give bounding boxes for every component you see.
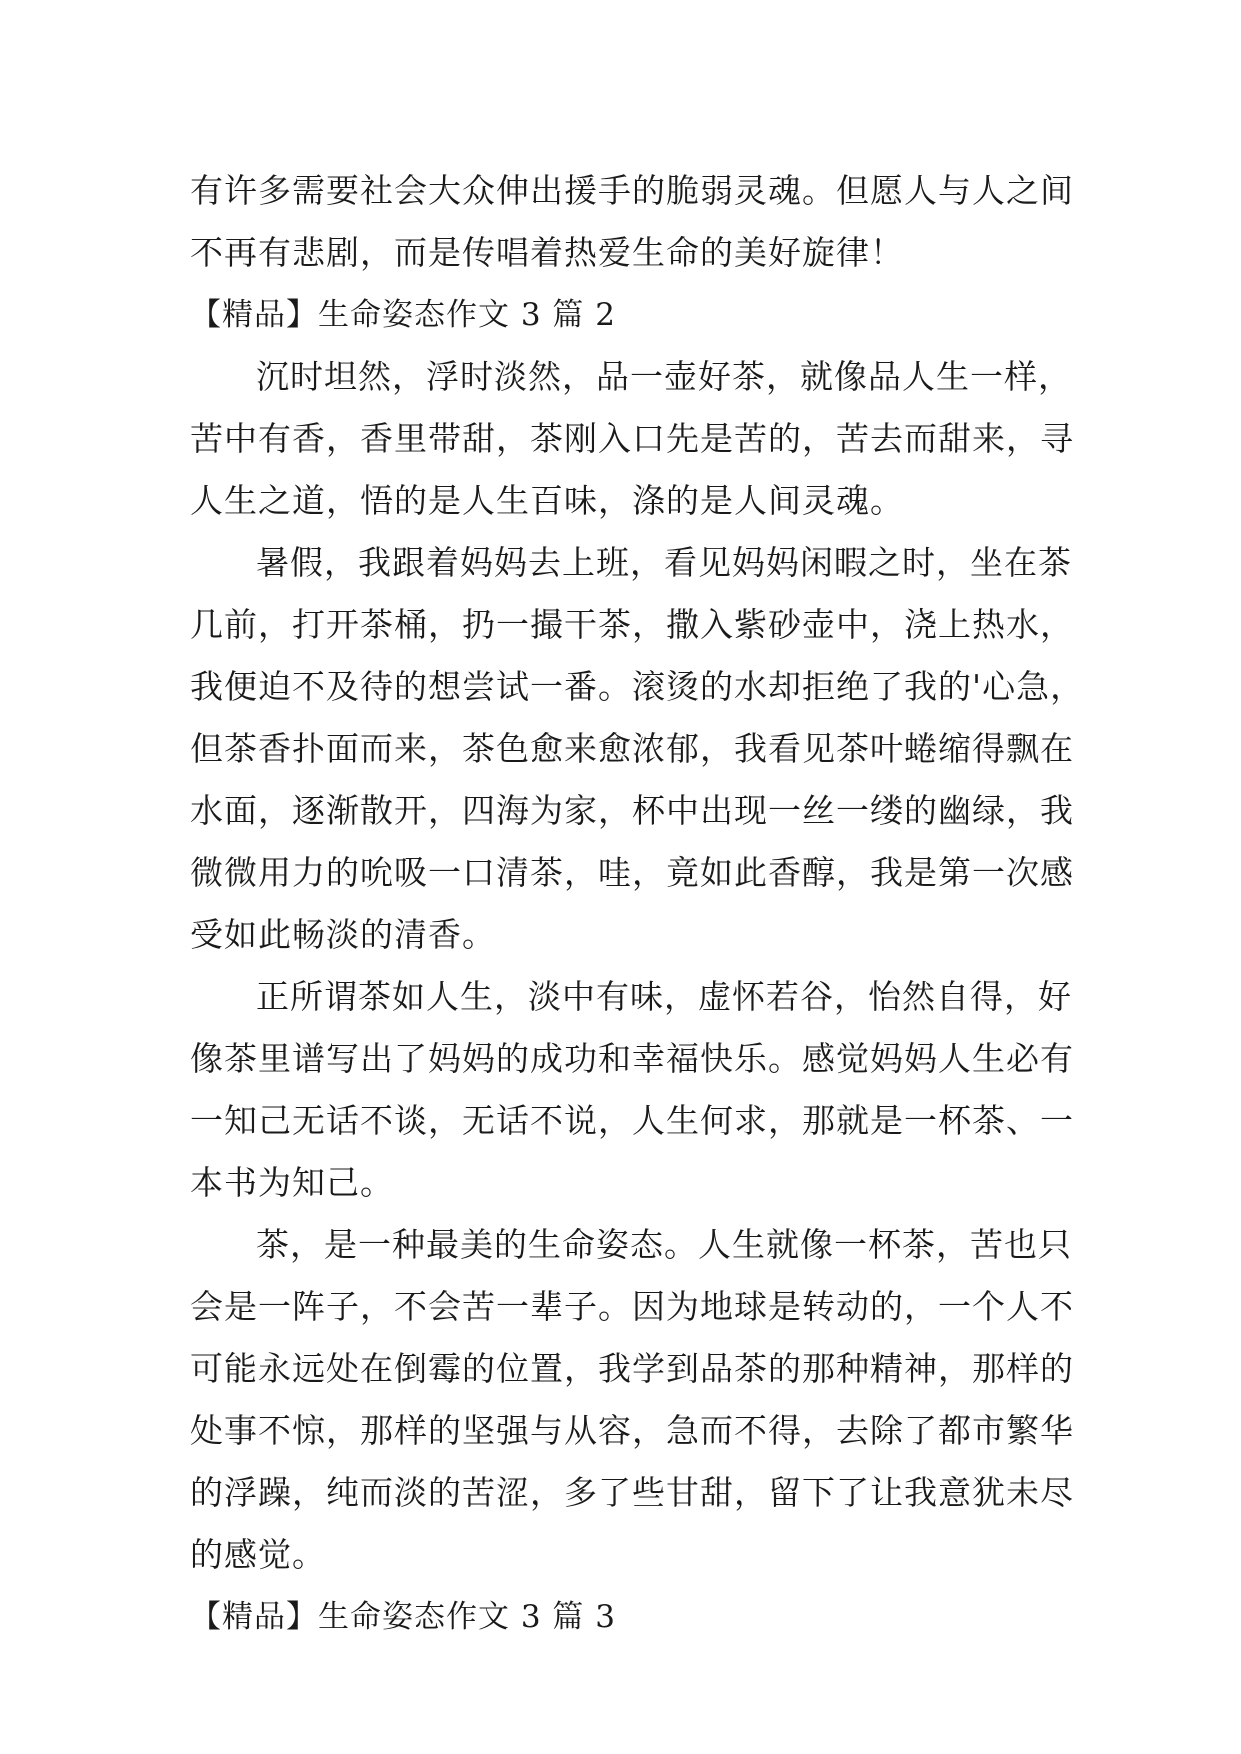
- body-text-line: 不再有悲剧，而是传唱着热爱生命的美好旋律！: [190, 233, 904, 272]
- body-text-line: 的浮躁，纯而淡的苦涩，多了些甘甜，留下了让我意犹未尽: [190, 1473, 1074, 1512]
- body-text-line: 本书为知己。: [190, 1163, 394, 1202]
- body-text-line: 但茶香扑面而来，茶色愈来愈浓郁，我看见茶叶蜷缩得飘在: [190, 729, 1074, 768]
- section-heading: 【精品】生命姿态作文 3 篇 3: [190, 1599, 617, 1635]
- paragraph-first-line: 茶，是一种最美的生命姿态。人生就像一杯茶，苦也只: [256, 1225, 1072, 1264]
- body-text-line: 的感觉。: [190, 1535, 326, 1574]
- body-text-line: 有许多需要社会大众伸出援手的脆弱灵魂。但愿人与人之间: [190, 171, 1074, 210]
- body-text-line: 水面，逐渐散开，四海为家，杯中出现一丝一缕的幽绿，我: [190, 791, 1074, 830]
- body-text-line: 可能永远处在倒霉的位置，我学到品茶的那种精神，那样的: [190, 1349, 1074, 1388]
- body-text-line: 几前，打开茶桶，扔一撮干茶，撒入紫砂壶中，浇上热水，: [190, 605, 1074, 644]
- body-text-line: 微微用力的吮吸一口清茶，哇，竟如此香醇，我是第一次感: [190, 853, 1074, 892]
- body-text-line: 会是一阵子，不会苦一辈子。因为地球是转动的，一个人不: [190, 1287, 1074, 1326]
- section-heading: 【精品】生命姿态作文 3 篇 2: [190, 297, 617, 333]
- paragraph-first-line: 暑假，我跟着妈妈去上班，看见妈妈闲暇之时，坐在茶: [256, 543, 1072, 582]
- body-text-line: 人生之道，悟的是人生百味，涤的是人间灵魂。: [190, 481, 904, 520]
- paragraph-first-line: 沉时坦然，浮时淡然，品一壶好茶，就像品人生一样，: [256, 357, 1072, 396]
- body-text-line: 一知己无话不谈，无话不说，人生何求，那就是一杯茶、一: [190, 1101, 1074, 1140]
- body-text-line: 处事不惊，那样的坚强与从容，急而不得，去除了都市繁华: [190, 1411, 1074, 1450]
- body-text-line: 受如此畅淡的清香。: [190, 915, 496, 954]
- paragraph-first-line: 正所谓茶如人生，淡中有味，虚怀若谷，怡然自得，好: [256, 977, 1072, 1016]
- body-text-line: 像茶里谱写出了妈妈的成功和幸福快乐。感觉妈妈人生必有: [190, 1039, 1074, 1078]
- document-body: [190, 160, 1085, 1648]
- body-text-line: 我便迫不及待的想尝试一番。滚烫的水却拒绝了我的'心急，: [190, 667, 1085, 706]
- body-text-line: 苦中有香，香里带甜，茶刚入口先是苦的，苦去而甜来，寻: [190, 419, 1074, 458]
